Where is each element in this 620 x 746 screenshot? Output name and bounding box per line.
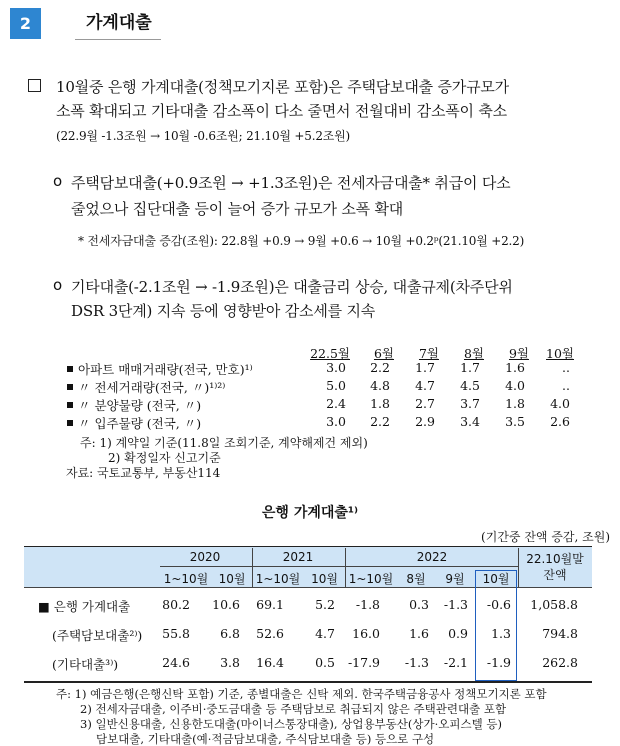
monthly-cell: 1.6 <box>505 360 525 375</box>
monthly-header: 6월 <box>373 346 394 361</box>
bank-cell: 1,058.8 <box>530 597 578 612</box>
monthly-cell: 3.4 <box>460 414 480 429</box>
black-square-icon <box>67 384 73 390</box>
monthly-cell: 5.0 <box>326 378 346 393</box>
bank-cell: 55.8 <box>162 626 190 641</box>
black-square-icon <box>67 402 73 408</box>
monthly-cell: 4.7 <box>415 378 435 393</box>
bullet2-line-2: DSR 3단계) 지속 등에 영향받아 감소세를 지속 <box>71 302 376 320</box>
bank-cell: 0.3 <box>409 597 429 612</box>
period-header: 1~10월 <box>163 572 209 586</box>
year-header: 2021 <box>282 550 314 564</box>
bank-cell: 24.6 <box>162 655 190 670</box>
monthly-note: 2) 확정일자 신고기준 <box>108 451 221 465</box>
monthly-row-label: 〃 전세거래량(전국, 〃)¹⁾²⁾ <box>78 380 226 395</box>
main-point-line-3: (22.9월 -1.3조원 → 10월 -0.6조원; 21.10월 +5.2조원) <box>56 129 351 143</box>
monthly-source: 자료: 국토교통부, 부동산114 <box>66 466 221 480</box>
bank-note: 2) 전세자금대출, 이주비·중도금대출 등 주택담보로 취급되지 않은 주택관련대출 포함 <box>80 702 507 716</box>
bank-cell: -1.9 <box>486 655 511 670</box>
bullet-marker-2: o <box>53 276 63 294</box>
monthly-cell: 1.7 <box>460 360 480 375</box>
monthly-cell: 4.8 <box>370 378 390 393</box>
monthly-cell: 2.4 <box>326 396 346 411</box>
bank-cell: 5.2 <box>315 597 335 612</box>
section-number-badge: 2 <box>10 8 41 39</box>
monthly-cell: .. <box>562 360 570 375</box>
bank-table-title: 은행 가계대출¹⁾ <box>261 505 359 521</box>
bank-cell: 6.8 <box>220 626 240 641</box>
section-title: 가계대출 <box>86 13 152 33</box>
monthly-row-label: 아파트 매매거래량(전국, 만호)¹⁾ <box>78 362 253 377</box>
bank-cell: 16.4 <box>256 655 284 670</box>
monthly-header: 7월 <box>418 346 439 361</box>
bank-cell: 1.3 <box>491 626 511 641</box>
bank-cell: 10.6 <box>212 597 240 612</box>
bank-cell: 1.6 <box>409 626 429 641</box>
bank-cell: 262.8 <box>542 655 578 670</box>
monthly-header: 9월 <box>508 346 529 361</box>
monthly-cell: .. <box>562 378 570 393</box>
period-header: 10월 <box>218 572 246 586</box>
monthly-cell: 2.6 <box>550 414 570 429</box>
bank-row-label: (주택담보대출²⁾) <box>52 628 143 643</box>
period-header: 1~10월 <box>255 572 301 586</box>
monthly-cell: 1.7 <box>415 360 435 375</box>
balance-header: 22.10월말 <box>526 552 584 566</box>
bank-cell: 80.2 <box>162 597 190 612</box>
main-point-line-1: 10월중 은행 가계대출(정책모기지론 포함)은 주택담보대출 증가규모가 <box>56 78 509 96</box>
monthly-cell: 2.2 <box>370 360 390 375</box>
bank-cell: 4.7 <box>315 626 335 641</box>
monthly-cell: 1.8 <box>370 396 390 411</box>
monthly-cell: 1.8 <box>505 396 525 411</box>
period-header: 1~10월 <box>348 572 394 586</box>
section-title-underline <box>75 39 161 40</box>
main-point-line-2: 소폭 확대되고 기타대출 감소폭이 다소 줄면서 전월대비 감소폭이 축소 <box>56 102 507 120</box>
square-bullet-icon <box>28 79 41 92</box>
monthly-row-label: 〃 분양물량 (전국, 〃) <box>78 398 202 413</box>
bank-cell: -1.3 <box>443 597 468 612</box>
bullet1-footnote: * 전세자금대출 증감(조원): 22.8월 +0.9 → 9월 +0.6 → 10월 +0.2ᵖ(21.10월 +2.2) <box>78 234 525 248</box>
bank-row-label: ■ 은행 가계대출 <box>38 599 131 614</box>
monthly-cell: 3.0 <box>326 414 346 429</box>
bank-cell: -17.9 <box>347 655 380 670</box>
period-header: 10월 <box>311 572 338 586</box>
monthly-cell: 2.9 <box>415 414 435 429</box>
monthly-cell: 4.0 <box>550 396 570 411</box>
bullet2-line-1: 기타대출(-2.1조원 → -1.9조원)은 대출금리 상승, 대출규제(차주단위 <box>71 278 513 296</box>
bank-cell: 3.8 <box>220 655 240 670</box>
monthly-header: 22.5월 <box>310 346 350 361</box>
bullet1-line-2: 줄었으나 집단대출 등이 늘어 증가 규모가 소폭 확대 <box>71 200 404 218</box>
bank-cell: 16.0 <box>352 626 380 641</box>
period-header: 8월 <box>406 572 426 586</box>
monthly-cell: 4.5 <box>460 378 480 393</box>
bank-row-label: (기타대출³⁾) <box>52 657 119 672</box>
bank-cell: 0.9 <box>448 626 468 641</box>
period-header: 9월 <box>445 572 465 586</box>
monthly-cell: 4.0 <box>505 378 525 393</box>
monthly-cell: 3.0 <box>326 360 346 375</box>
bank-note: 담보대출, 기타대출(예·적금담보대출, 주식담보대출 등) 등으로 구성 <box>96 732 435 746</box>
period-header: 10월 <box>482 572 510 586</box>
header-divider <box>160 566 518 567</box>
bank-cell: -1.8 <box>355 597 380 612</box>
monthly-header: 8월 <box>463 346 484 361</box>
bank-cell: 794.8 <box>542 626 578 641</box>
bank-cell: 52.6 <box>256 626 284 641</box>
bank-cell: 0.5 <box>315 655 335 670</box>
black-square-icon <box>67 366 73 372</box>
bank-cell: 69.1 <box>256 597 284 612</box>
bullet1-line-1: 주택담보대출(+0.9조원 → +1.3조원)은 전세자금대출* 취급이 다소 <box>71 174 511 192</box>
monthly-cell: 3.7 <box>460 396 480 411</box>
bank-cell: -1.3 <box>404 655 429 670</box>
black-square-icon <box>67 420 73 426</box>
monthly-row-label: 〃 입주물량 (전국, 〃) <box>78 416 202 431</box>
bank-note: 3) 일반신용대출, 신용한도대출(마이너스통장대출), 상업용부동산(상가·오피스텔 등) <box>80 717 502 731</box>
bank-cell: -2.1 <box>443 655 468 670</box>
year-header: 2022 <box>416 550 448 564</box>
bullet-marker-1: o <box>53 172 63 190</box>
year-header: 2020 <box>189 550 221 564</box>
balance-header: 잔액 <box>543 568 567 582</box>
bank-cell: -0.6 <box>486 597 511 612</box>
monthly-header: 10월 <box>546 346 574 361</box>
monthly-cell: 2.2 <box>370 414 390 429</box>
monthly-cell: 2.7 <box>415 396 435 411</box>
monthly-note: 주: 1) 계약일 기준(11.8일 조회기준, 계약해제건 제외) <box>80 436 368 450</box>
bank-table-unit: (기간중 잔액 증감, 조원) <box>481 530 610 544</box>
table-bottom-rule <box>24 681 592 683</box>
monthly-cell: 3.5 <box>505 414 525 429</box>
bank-note: 주: 1) 예금은행(은행신탁 포함) 기준, 종별대출은 신탁 제외. 한국주택금융공사 정책모기지론 포함 <box>56 687 547 701</box>
